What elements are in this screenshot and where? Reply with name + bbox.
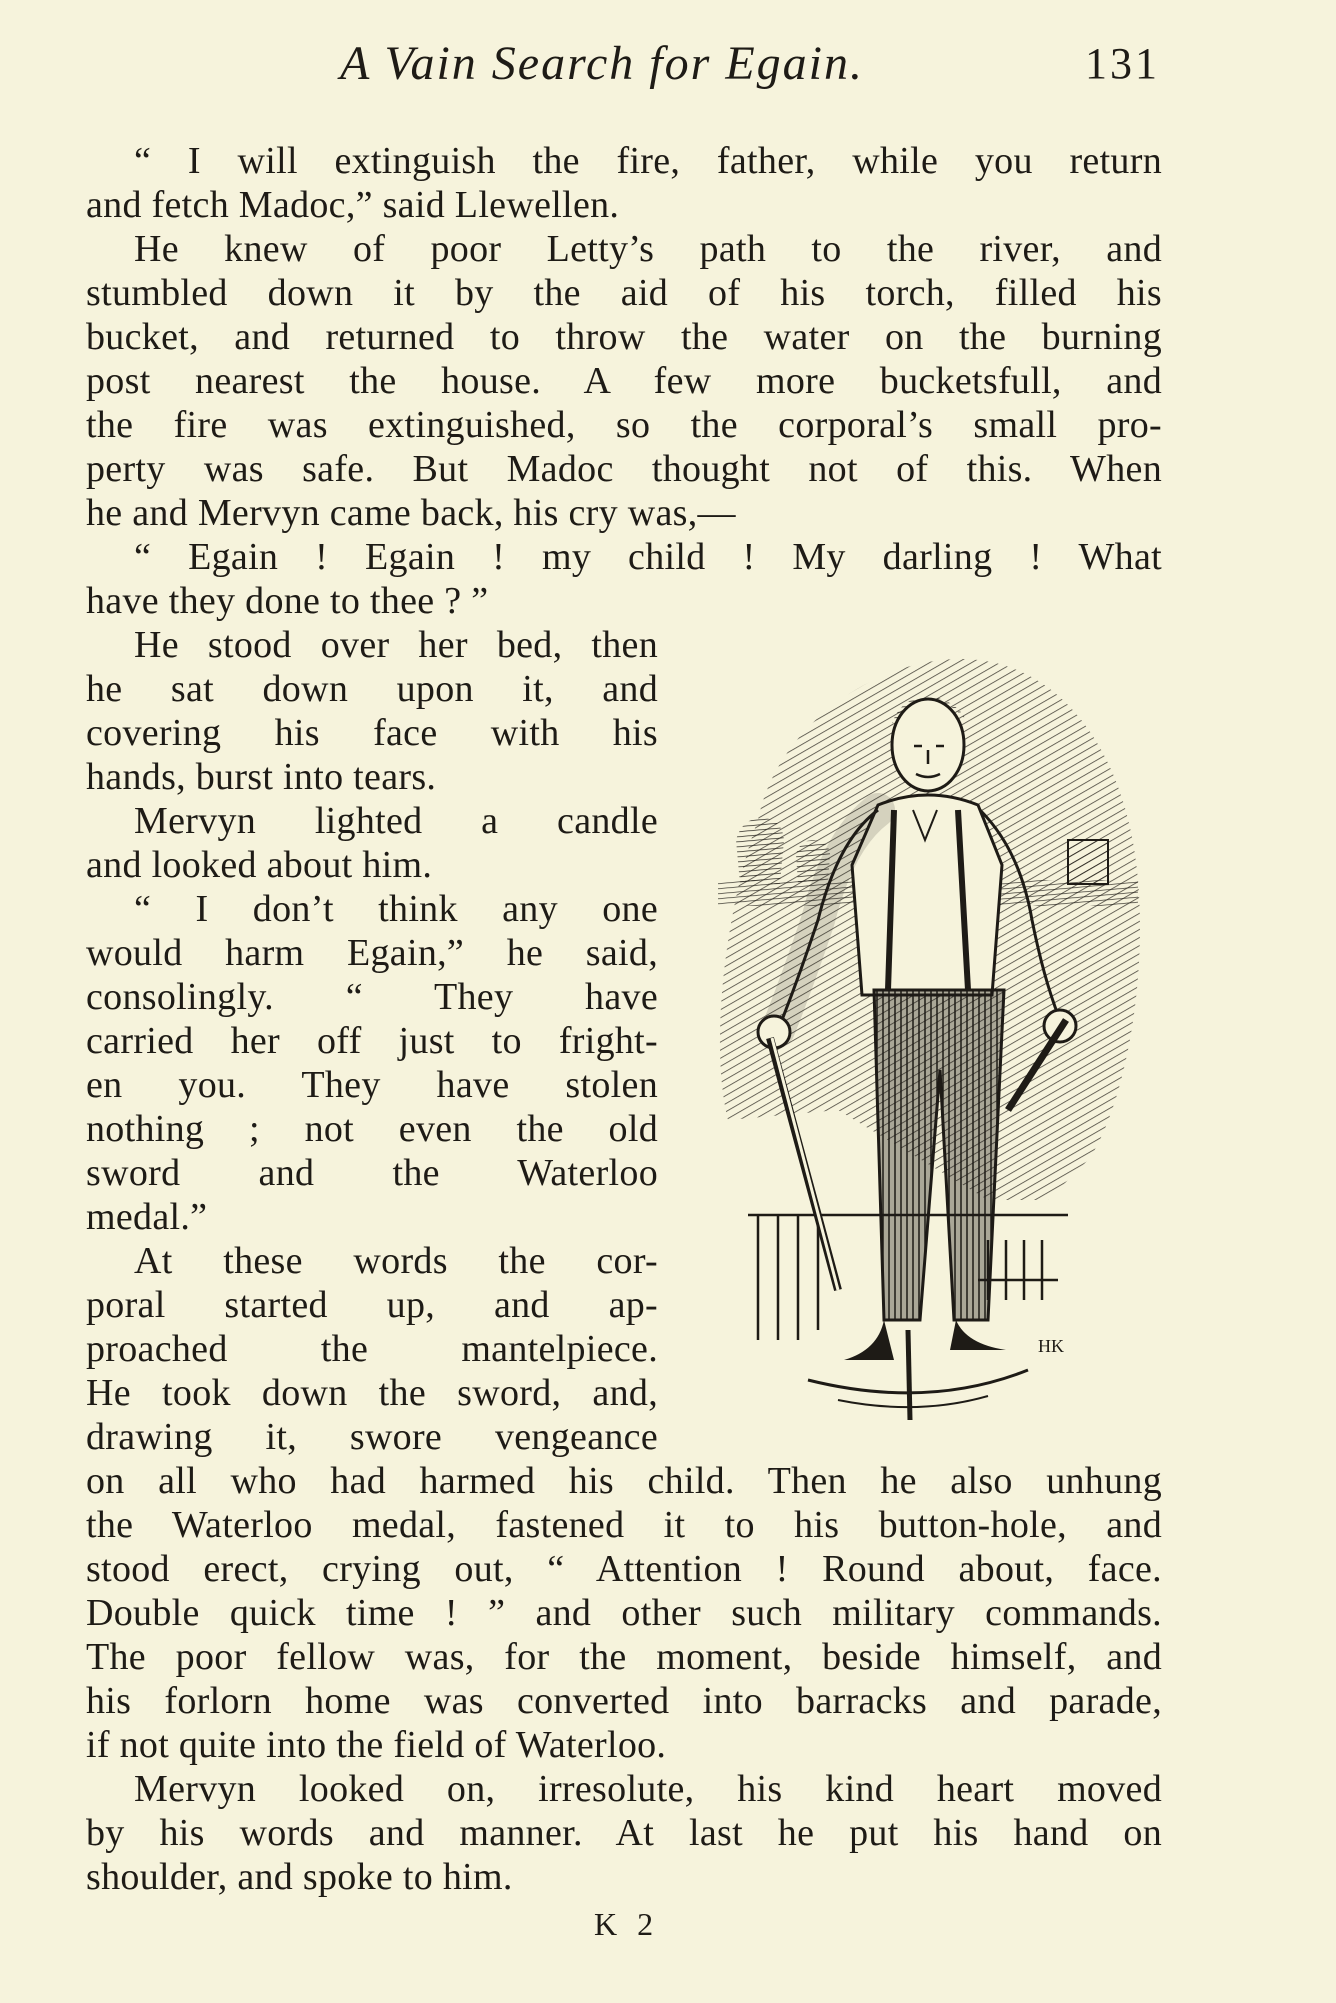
text-line: bucket, and returned to throw the water on the burning <box>86 316 1162 358</box>
signature-mark: K 2 <box>594 1906 660 1942</box>
text-line: have they done to thee ? ” <box>86 580 489 622</box>
text-line: stood erect, crying out, “ Attention ! Round about, face. <box>86 1548 1162 1590</box>
page-number: 131 <box>1085 39 1160 88</box>
text-line: post nearest the house. A few more bucketsfull, and <box>86 360 1162 402</box>
text-line: proached the mantelpiece. <box>86 1328 658 1370</box>
text-line: if not quite into the field of Waterloo. <box>86 1724 667 1766</box>
text-line: perty was safe. But Madoc thought not of this. When <box>86 448 1162 490</box>
text-line: the Waterloo medal, fastened it to his button-hole, and <box>86 1504 1162 1546</box>
text-line: drawing it, swore vengeance <box>86 1416 658 1458</box>
text-line: “ I don’t think any one <box>134 888 658 930</box>
page-header <box>340 36 1160 96</box>
text-line: consolingly. “ They have <box>86 976 658 1018</box>
text-line: The poor fellow was, for the moment, beside himself, and <box>86 1636 1162 1678</box>
text-line: carried her off just to fright- <box>86 1020 658 1062</box>
text-line: poral started up, and ap- <box>86 1284 658 1326</box>
text-line: medal.” <box>86 1196 208 1238</box>
text-line: He stood over her bed, then <box>134 624 658 666</box>
text-line: covering his face with his <box>86 712 658 754</box>
text-line: hands, burst into tears. <box>86 756 437 798</box>
text-line: He took down the sword, and, <box>86 1372 658 1414</box>
text-line: shoulder, and spoke to him. <box>86 1856 513 1898</box>
text-line: stumbled down it by the aid of his torch, filled his <box>86 272 1162 314</box>
text-line: “ Egain ! Egain ! my child ! My darling ! What <box>134 536 1162 578</box>
text-line: sword and the Waterloo <box>86 1152 658 1194</box>
running-title: A Vain Search for Egain. <box>340 37 864 90</box>
text-line: en you. They have stolen <box>86 1064 658 1106</box>
text-line: nothing ; not even the old <box>86 1108 658 1150</box>
text-line: Double quick time ! ” and other such military commands. <box>86 1592 1162 1634</box>
text-line: “ I will extinguish the fire, father, while you return <box>134 140 1162 182</box>
text-line: by his words and manner. At last he put his hand on <box>86 1812 1162 1854</box>
text-line: on all who had harmed his child. Then he also unhung <box>86 1460 1162 1502</box>
text-line: he and Mervyn came back, his cry was,— <box>86 492 736 534</box>
text-line: At these words the cor- <box>134 1240 658 1282</box>
text-line: Mervyn looked on, irresolute, his kind heart moved <box>134 1768 1162 1810</box>
text-line: the fire was extinguished, so the corporal’s small pro- <box>86 404 1162 446</box>
text-line: He knew of poor Letty’s path to the river, and <box>134 228 1162 270</box>
text-line: would harm Egain,” he said, <box>86 932 658 974</box>
text-line: and fetch Madoc,” said Llewellen. <box>86 184 620 226</box>
text-line: and looked about him. <box>86 844 433 886</box>
text-line: he sat down upon it, and <box>86 668 658 710</box>
text-line: his forlorn home was converted into barracks and parade, <box>86 1680 1162 1722</box>
corporal-illustration <box>688 640 1158 1430</box>
engraving-figure-icon <box>688 640 1158 1430</box>
artist-monogram: HK <box>1038 1336 1064 1356</box>
text-line: Mervyn lighted a candle <box>134 800 658 842</box>
